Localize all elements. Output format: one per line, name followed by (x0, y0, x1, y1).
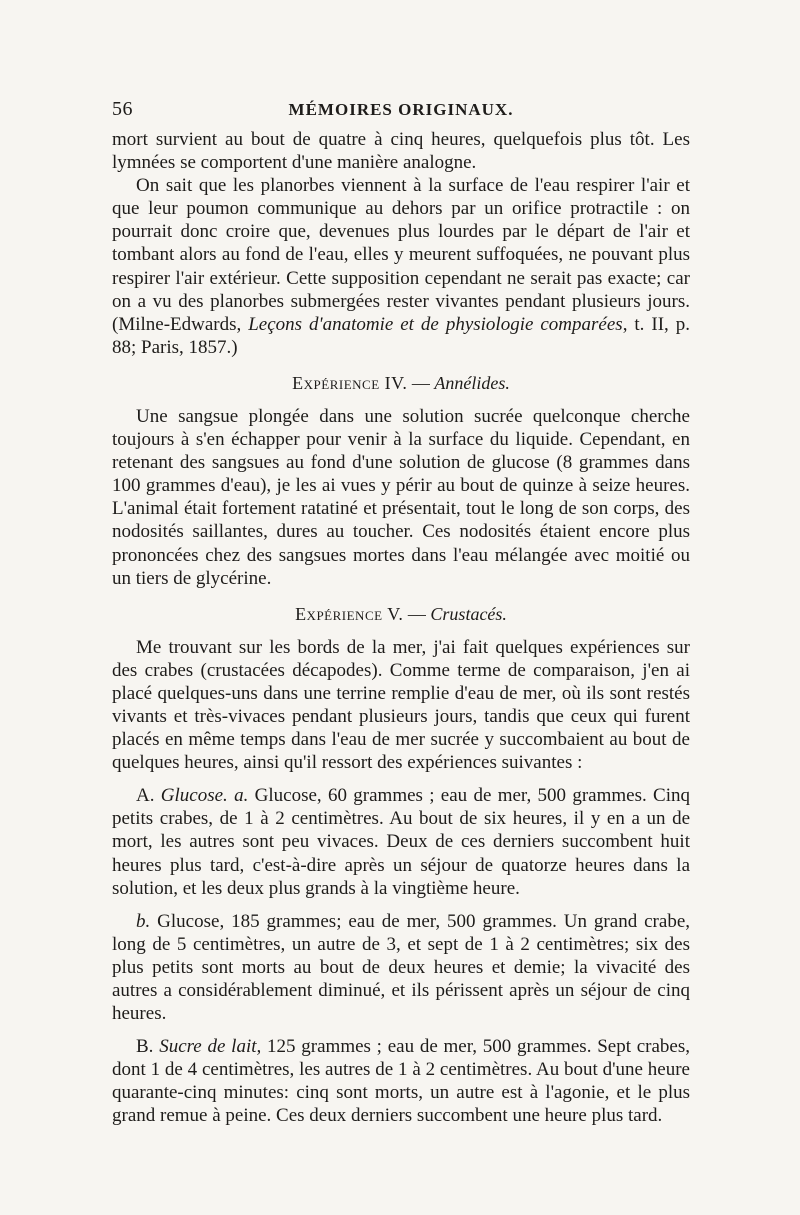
page-header (112, 98, 690, 128)
paragraph-sucre-de-lait (112, 1035, 690, 1127)
section-a-label: A. (136, 785, 161, 807)
section-b-text: Glucose, 185 grammes; eau de mer, 500 grammes. Un grand crabe, long de 5 centimètres, un autre de 3, et sept de 1 à 2 centimètres; six des plus petits sont morts au bout de deux heures et demie; la vivacité des autres a considérablement diminué, et ils périssent après un séjour de cinq heures. (112, 910, 690, 1025)
section-a-italic: Glucose. a. (160, 785, 249, 807)
section-a-text: Glucose, 60 grammes ; eau de mer, 500 grammes. Cinq petits crabes, de 1 à 2 centimètres. Au bout de six heures, il y en a un de mort, les autres sont peu vivaces. Deux de ces derniers succombent huit heures plus tard, c'est-à-dire après un séjour de quatorze heures dans la solution, et les deux plus grands à la vingtième heure. (112, 785, 691, 899)
citation-title: Leçons d'anatomie et de physiologie comparées (248, 313, 623, 335)
paragraph-planorbes (112, 174, 690, 359)
paragraph-sangsue: Une sangsue plongée dans une solution sucrée quelconque cherche toujours à s'en échapper pour venir à la surface du liquide. Cependant, en retenant des sangsues au fond d'une solution de glucose (8 grammes dans 100 grammes d'eau), je les ai vues y périr au bout de quinze à seize heures. L'animal était fortement ratatiné et présentait, tout le long de son corps, des nodosités saillantes, dures au toucher. Ces nodosités étaient encore plus prononcées chez des sangsues mortes dans l'eau mélangée avec moitié ou un tiers de glycérine. (112, 405, 690, 589)
planorbes-text: On sait que les planorbes viennent à la surface de l'eau respirer l'air et que leur poumon communique au dehors par un orifice protractile : on pourrait donc croire que, devenues plus lourdes par le départ de l'air et tombant alors au fond de l'eau, elles y meurent suffoquées, ne pouvant plus respirer l'air extérieur. Cette supposition cependant ne serait pas exacte; car on a vu des planorbes submergées rester vivantes pendant plusieurs jours. (Milne-Edwards, (112, 175, 690, 335)
experience-5-label: Expérience V. (295, 603, 404, 624)
experience-5-heading (112, 602, 690, 626)
paragraph-continuation: mort survient au bout de quatre à cinq heures, quelquefois plus tôt. Les lymnées se comportent d'une manière analogne. (112, 129, 690, 174)
experience-4-label: Expérience IV. (292, 372, 408, 393)
citation-tail: , t. II, p. 88; Paris, 1857.) (112, 313, 690, 358)
paragraph-glucose-a (112, 784, 690, 899)
experience-5-subject: Crustacés. (430, 603, 507, 624)
running-title: MÉMOIRES ORIGINAUX. (288, 100, 514, 119)
body-text (112, 128, 690, 1128)
paragraph-glucose-b (112, 910, 690, 1025)
section-B-label: B. (136, 1036, 160, 1058)
experience-4-heading (112, 371, 690, 395)
page-number: 56 (112, 98, 133, 120)
section-b-italic: b. (136, 910, 151, 932)
paragraph-crabes: Me trouvant sur les bords de la mer, j'ai fait quelques expériences sur des crabes (crustacées décapodes). Comme terme de comparaison, j'en ai placé quelques-uns dans une terrine remplie d'eau de mer, où ils sont restés vivants et très-vivaces pendant plusieurs jours, tandis que ceux qui furent placés en même temps dans l'eau de mer sucrée y succombaient au bout de quelques heures, ainsi qu'il ressort des expériences suivantes : (112, 636, 690, 774)
section-B-text: 125 grammes ; eau de mer, 500 grammes. Sept crabes, dont 1 de 4 centimètres, les autres de 1 à 2 centimètres. Au bout d'une heure quarante-cinq minutes: cinq sont morts, un autre est à l'agonie, et le plus grand remue à peine. Ces deux derniers succombent une heure plus tard. (112, 1036, 691, 1127)
experience-4-dash: — (407, 372, 435, 393)
experience-4-subject: Annélides. (434, 372, 510, 393)
section-B-italic: Sucre de lait, (159, 1036, 262, 1058)
experience-5-dash: — (403, 603, 431, 624)
